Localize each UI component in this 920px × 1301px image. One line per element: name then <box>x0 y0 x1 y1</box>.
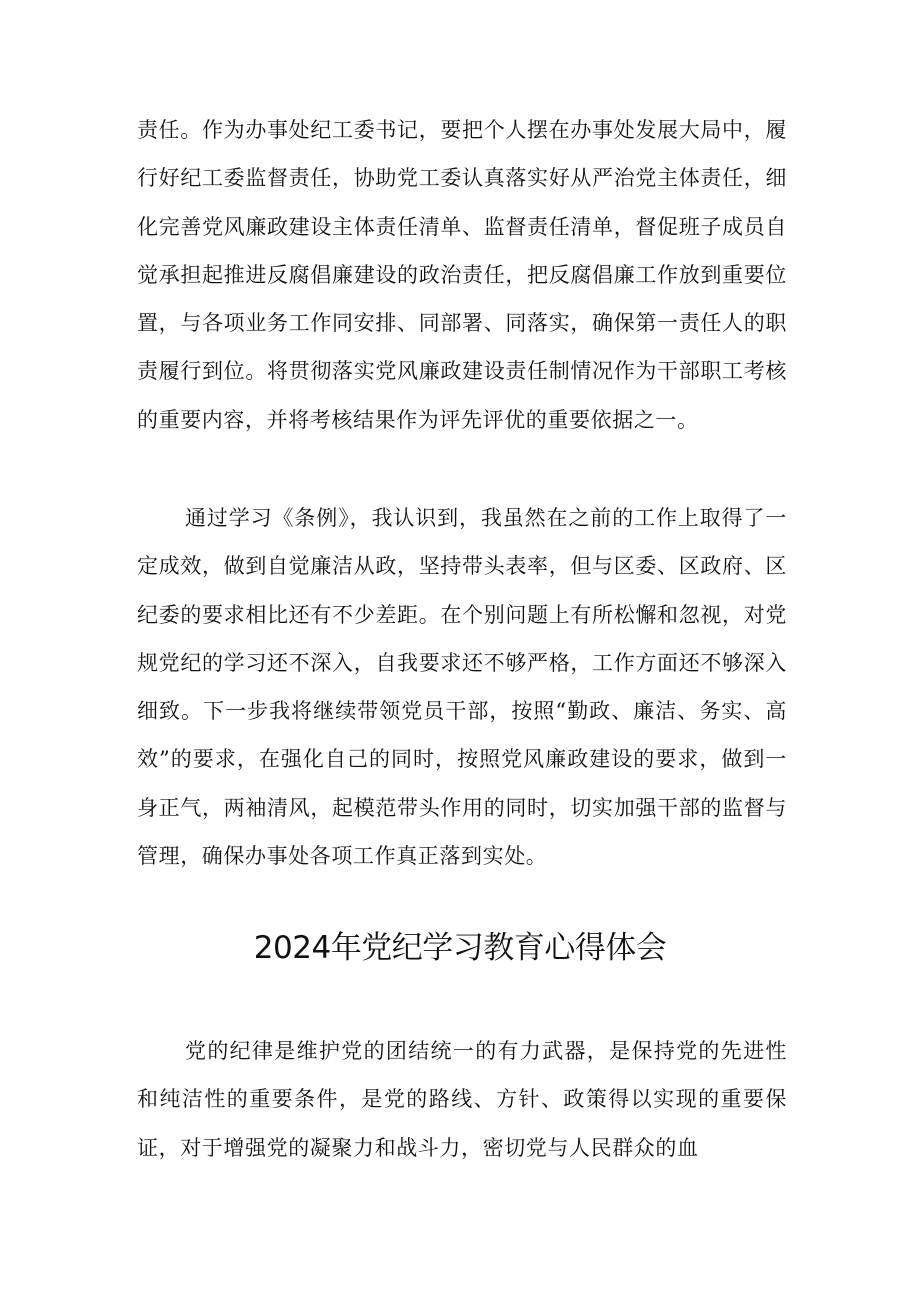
paragraph-continued: 责任。作为办事处纪工委书记，要把个人摆在办事处发展大局中，履行好纪工委监督责任，协助党工委认真落实好从严治党主体责任，细化完善党风廉政建设主体责任清单、监督责任清单，督促班子成员自觉承担起推进反腐倡廉建设的政治责任，把反腐倡廉工作放到重要位置，与各项业务工作同安排、同部署、同落实，确保第一责任人的职责履行到位。将贯彻落实党风廉政建设责任制情况作为干部职工考核的重要内容，并将考核结果作为评先评优的重要依据之一。 <box>137 118 787 432</box>
paragraph-party-discipline: 党的纪律是维护党的团结统一的有力武器，是保持党的先进性和纯洁性的重要条件，是党的路线、方针、政策得以实现的重要保证，对于增强党的凝聚力和战斗力，密切党与人民群众的血 <box>137 1039 787 1160</box>
section-title: 2024年党纪学习教育心得体会 <box>253 930 667 966</box>
paragraph-study-reflection: 通过学习《条例》，我认识到，我虽然在之前的工作上取得了一定成效，做到自觉廉洁从政，坚持带头表率，但与区委、区政府、区纪委的要求相比还有不少差距。在个别问题上有所松懈和忽视，对党规党纪的学习还不深入，自我要求还不够严格，工作方面还不够深入细致。下一步我将继续带领党员干部，按照“勤政、廉洁、务实、高效”的要求，在强化自己的同时，按照党风廉政建设的要求，做到一身正气，两袖清风，起模范带头作用的同时，切实加强干部的监督与管理，确保办事处各项工作真正落到实处。 <box>137 506 787 869</box>
